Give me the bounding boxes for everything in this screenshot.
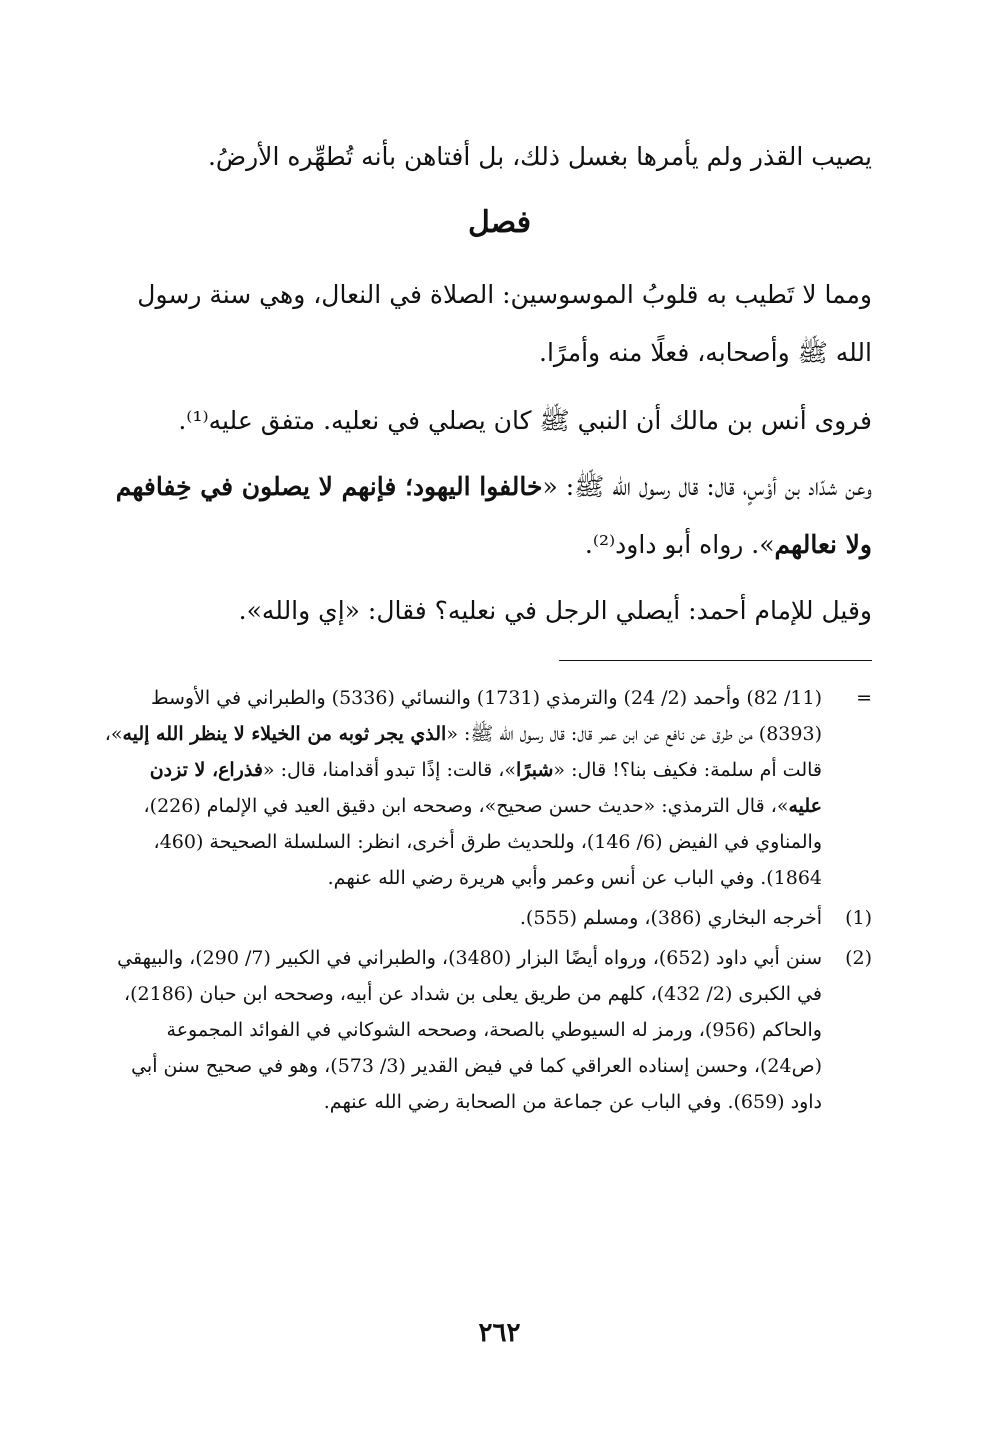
footnote-text: أخرجه البخاري (386)، ومسلم (555). — [519, 907, 822, 929]
footnote-2 — [99, 940, 872, 1120]
paragraph-anas-hadith: فروى أنس بن مالك أن النبي ﷺ كان يصلي في نعليه. متفق عليه⁽¹⁾. — [178, 406, 872, 435]
footnote-bold-text: الذي يجر ثوبه من الخيلاء لا ينظر الله إليه — [122, 723, 447, 745]
shaddad-hadith-text: خالفوا اليهود؛ فإنهم لا يصلون في خِفافهم ولا نعالهم — [115, 472, 872, 559]
paragraph-sandals-sunnah: ومما لا تَطيب به قلوبُ الموسوسين: الصلاة في النعال، وهي سنة رسول الله ﷺ وأصحابه، فعلًا منه وأمرًا. — [137, 280, 872, 367]
paragraph-shaddad-hadith — [99, 458, 872, 574]
footnote-text: »، قالت أم سلمة: فكيف بنا؟! قال: « — [104, 723, 822, 781]
footnote-text: »، قالت: إذًا تبدو أقدامنا، قال: « — [262, 759, 516, 781]
footnote-divider — [559, 660, 872, 661]
footnote-bold-text: شبرًا — [515, 759, 554, 781]
footnote-marker: = — [856, 687, 872, 709]
shaddad-intro: وعن شدّاد بن أوْسٍ، قال: قال رسول الله ﷺ: « — [542, 472, 872, 501]
shaddad-source: ». رواه أبو داود⁽²⁾. — [584, 530, 775, 559]
footnotes — [99, 680, 872, 1124]
footnote-marker: (2) — [845, 947, 872, 969]
page-number: ٢٦٢ — [478, 1318, 521, 1348]
footnote-text: (11/ 82) وأحمد (2/ 24) والترمذي (1731) والنسائي (5336) والطبراني في الأوسط (8393) من طرق عن نافع عن ابن عمر قال: قال رسول الله ﷺ: « — [150, 687, 822, 745]
footnote-bold-text: فذراع، لا تزدن عليه — [149, 759, 822, 817]
footnote-text: سنن أبي داود (652)، ورواه أيضًا البزار (3480)، والطبراني في الكبير (7/ 290)، والبيهقي في الكبرى (2/ 432)، كلهم من طريق يعلى بن شداد عن أبيه، وصححه ابن حبان (2186)، والحاكم (956)، ورمز له السيوطي بالصحة، وصححه الشوكاني في الفوائد المجموعة (ص24)، وحسن إسناده العراقي كما في فيض القدير (3/ 573)، وهو في صحيح سنن أبي داود (659). وفي الباب عن جماعة من الصحابة رضي الله عنهم. — [117, 947, 822, 1113]
section-heading: فصل — [467, 205, 532, 240]
footnote-1 — [99, 900, 872, 936]
paragraph-imam-ahmad: وقيل للإمام أحمد: أيصلي الرجل في نعليه؟ فقال: «إي والله». — [238, 596, 872, 625]
footnote-text: »، قال الترمذي: «حديث حسن صحيح»، وصححه ابن دقيق العيد في الإلمام (226)، والمناوي في الفيض (6/ 146)، وللحديث طرق أخرى، انظر: السلسلة الصحيحة (460، 1864). وفي الباب عن أنس وعمر وأبي هريرة رضي الله عنهم. — [143, 795, 822, 889]
continuation-line: يصيب القذر ولم يأمرها بغسل ذلك، بل أفتاهن بأنه تُطهِّره الأرضُ. — [207, 142, 872, 171]
footnote-continued — [99, 680, 872, 896]
footnote-marker: (1) — [845, 907, 872, 929]
